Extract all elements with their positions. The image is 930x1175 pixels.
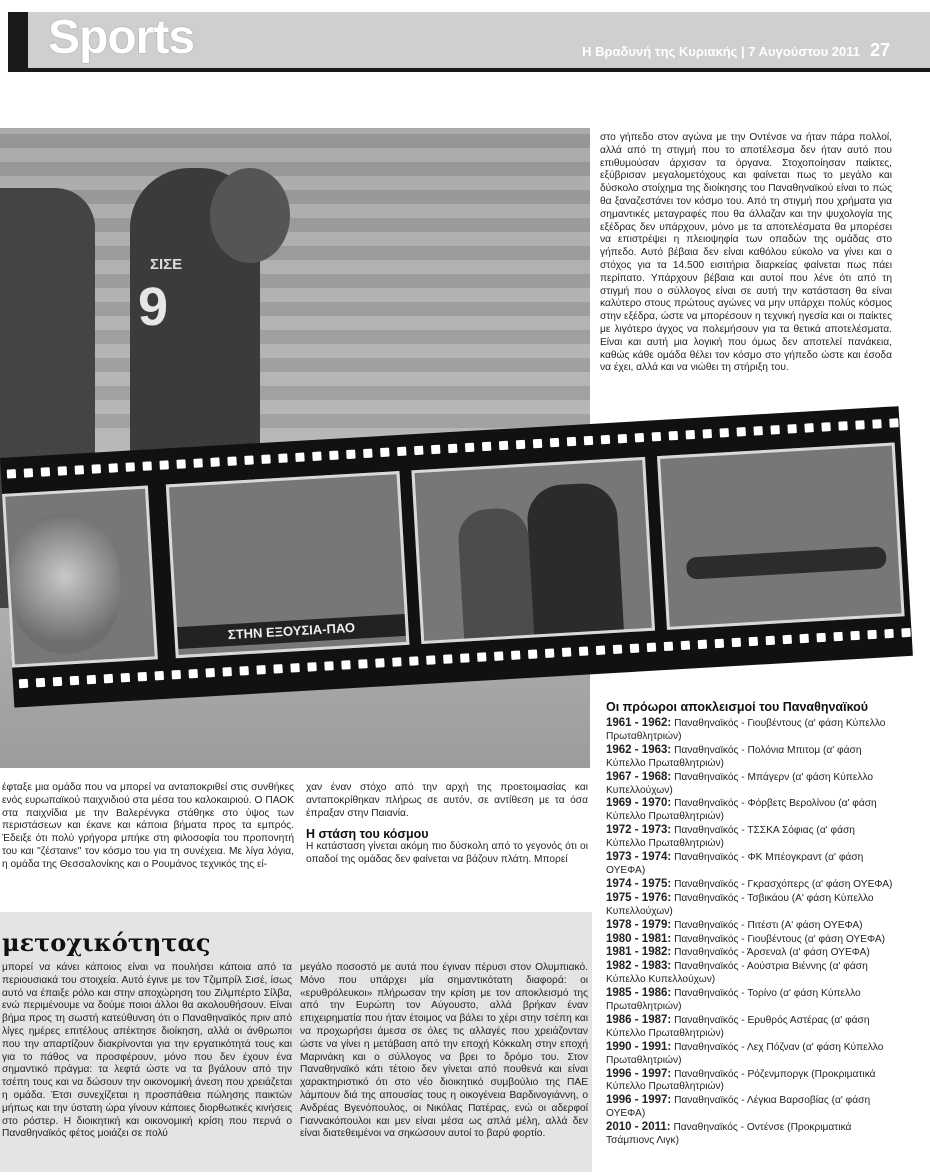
list-item [606, 1094, 896, 1121]
list-item [606, 987, 896, 1014]
list-item [606, 744, 896, 771]
list-item-years: 1996 - 1997: [606, 1067, 672, 1080]
list-item-years: 1986 - 1987: [606, 1013, 672, 1026]
box-heading: μετοχικότητας [2, 928, 211, 957]
fans-banner: ΣΤΗΝ ΕΞΟΥΣΙΑ-ΠΑΟ [177, 614, 406, 649]
list-item-years: 1980 - 1981: [606, 932, 672, 945]
list-item-text: Παναθηναϊκός - Λέγκια Βαρσοβίας (α' φάση ΟΥΕΦΑ) [606, 1095, 871, 1120]
publication-meta: Η Βραδυνή της Κυριακής | 7 Αυγούστου 2011 [582, 44, 860, 59]
header-block [8, 12, 28, 72]
list-item [606, 1041, 896, 1068]
list-item [606, 960, 896, 987]
list-item-text: Παναθηναϊκός - Οντένσε (Προκριματικά Τσάμπιονς Λιγκ) [606, 1122, 852, 1147]
player-right [526, 482, 624, 635]
film-frame-coach [2, 486, 158, 668]
list-item [606, 878, 896, 892]
list-item-text: Παναθηναϊκός - Ερυθρός Αστέρας (α' φάση Κύπελλο Πρωταθλητριών) [606, 1014, 870, 1039]
list-item-text: Παναθηναϊκός - Γιουβέντους (α' φάση ΟΥΕΦΑ) [674, 933, 886, 945]
box-column-a: μπορεί να κάνει κάποιος είναι να πουλήσει κάποια από τα περιουσιακά του στοιχεία. Αυτό έγινε με τον Τζιμπρίλ Σισέ, ίσως αυτό να έπαιξε ρόλο και στην αποχώρηση του Ζιλμπέρτο Σίλβα, ενώ περιμένουμε να δούμε ποιοι άλλοι θα ακολουθήσουν. Είναι βήμα προς τη σωστή κατεύθυνση ότι ο Παναθηναϊκός πριν από λίγες ημέρες επιτέλους απέκτησε διοίκηση, αλλά οι άνθρωποι που την απαρτίζουν διακρίνονται για την εργατικότητά τους και για το πάθος να προσφέρουν, μόνο που δεν έχουν ένα σημαντικό πράγμα: τα λεφτά ώστε να τα βγάλουν από την τσέπη τους και να δώσουν την οικονομική άνεση που χρειάζεται η ομάδα. Έτσι συνεχίζεται η προσπάθεια πώλησης παικτών μήπως και την ύστατη ώρα γίνουν κάποιες διορθωτικές κινήσεις στο ρόστερ. Η διοικητική και οικονομική κρίση που περνά ο Παναθηναϊκός φέτος μοιάζει σε πολύ [2, 962, 292, 1140]
list-item-years: 1982 - 1983: [606, 960, 672, 973]
player-head [210, 168, 290, 263]
list-item [606, 1014, 896, 1041]
header-rule [8, 68, 930, 72]
list-item-years: 1974 - 1975: [606, 877, 672, 890]
player-lying [686, 546, 887, 579]
jersey-name: ΣΙΣΕ [150, 256, 183, 273]
list-item-text: Παναθηναϊκός - Φόρβετς Βερολίνου (α' φάση Κύπελλο Πρωταθλητριών) [606, 798, 877, 823]
film-frame-fans [166, 471, 410, 658]
list-item-years: 1972 - 1973: [606, 824, 672, 837]
list-item-years: 1975 - 1976: [606, 891, 672, 904]
list-item [606, 919, 896, 933]
list-item-years: 1967 - 1968: [606, 770, 672, 783]
list-item-years: 1973 - 1974: [606, 851, 672, 864]
list-item [606, 892, 896, 919]
list-item-years: 1969 - 1970: [606, 797, 672, 810]
list-item-text: Παναθηναϊκός - Λεχ Πόζναν (α' φάση Κύπελλο Πρωταθλητριών) [606, 1041, 884, 1066]
list-item-text: Παναθηναϊκός - Πολόνια Μπιτομ (α' φάση Κύπελλο Πρωταθλητριών) [606, 744, 862, 769]
list-item-years: 2010 - 2011: [606, 1121, 671, 1134]
list-item [606, 771, 896, 798]
list-item-text: Παναθηναϊκός - Γκρασχόπερς (α' φάση ΟΥΕΦΑ) [674, 878, 893, 890]
list-item [606, 797, 896, 824]
list-item-years: 1961 - 1962: [606, 717, 672, 729]
list-item-text: Παναθηναϊκός - Ρόζενμποργκ (Προκριματικά Κύπελλο Πρωταθλητριών) [606, 1068, 876, 1093]
page-number: 27 [869, 40, 890, 60]
jersey-number: 9 [138, 277, 169, 337]
mid-b-paragraph-2: Η κατάσταση γίνεται ακόμη πιο δύσκολη από το γεγονός ότι οι οπαδοί της ομάδας δεν φαίνεται να βάζουν πλάτη. Μπορεί [306, 841, 588, 865]
list-item-text: Παναθηναϊκός - Γιουβέντους (α' φάση Κύπελλο Πρωταθλητριών) [606, 718, 886, 742]
list-item-years: 1996 - 1997: [606, 1094, 672, 1107]
list-item-years: 1985 - 1986: [606, 987, 672, 1000]
list-item-text: Παναθηναϊκός - Τσβικάου (Α' φάση Κύπελλο Κυπελλούχων) [606, 892, 874, 917]
section-title: Sports [48, 11, 195, 64]
list-item [606, 946, 896, 960]
list-title: Οι πρόωροι αποκλεισμοί του Παναθηναϊκού [606, 700, 869, 714]
page-header [0, 8, 930, 72]
list-item [606, 1068, 896, 1095]
list-item-text: Παναθηναϊκός - Μπάγερν (α' φάση Κύπελλο Κυπελλούχων) [606, 771, 874, 796]
list-item [606, 933, 896, 947]
coach-face [6, 510, 124, 656]
list-item-text: Παναθηναϊκός - ΦΚ Μπέογκραντ (α' φάση ΟΥΕΦΑ) [606, 852, 864, 876]
mid-b-paragraph-1: χαν έναν στόχο από την αρχή της προετοιμασίας και ανταποκρίθηκαν πλήρως σε αυτόν, σε αντίθεση με τα όσα έπραξαν στην Παιανία. [306, 782, 588, 819]
list-item [606, 1121, 896, 1148]
list-item-text: Παναθηναϊκός - Πιτέστι (Α' φάση ΟΥΕΦΑ) [674, 919, 863, 931]
list-item-years: 1962 - 1963: [606, 743, 672, 756]
box-column-b: μεγάλο ποσοστό με αυτά που έγιναν πέρυσι στον Ολυμπιακό. Μόνο που υπάρχει μία σημαντικότατη διαφορά: οι «ερυθρόλευκοι» πλήρωσαν την κρίση με τον αποκλεισμό της από την Ευρώπη τον Αύγουστο, αλλά βρήκαν έναν επιχειρηματία που ήταν έτοιμος να βάλει το χέρι στην τσέπη και να προχωρήσει άμεσα σε όλες τις αλλαγές που χρειάζονταν ώστε να γίνει η μετάβαση από την εποχή Κόκκαλη στην εποχή Μαρινάκη και ο σύλλογος να βρει το δρόμο του. Στον Παναθηναϊκό κάτι τέτοιο δεν γίνεται από πουθενά και είναι χαρακτηριστικό ότι στο νέο διοικητικό συμβούλιο της ΠΑΕ λάμπουν διά της απουσίας τους η οικογένεια Βαρδινογιάννη, ο Ανδρέας Βγενόπουλος, οι Νικόλας Πατέρας, ενώ οι αδερφοί Γιαννακόπουλοι και μεν είναι μέσα ως απλά μέλη, αλλά δεν είναι διατεθειμένοι να σηκώσουν αυτοί το βαρύ φορτίο. [300, 962, 588, 1140]
list-item-years: 1990 - 1991: [606, 1040, 672, 1053]
subheading: Η στάση του κόσμου [306, 827, 429, 842]
list-item-years: 1981 - 1982: [606, 946, 672, 959]
eliminations-list [606, 700, 896, 1148]
list-item-text: Παναθηναϊκός - Αούστρια Βιέννης (α' φάση Κύπελλο Κυπελλούχων) [606, 961, 868, 986]
film-frame-pitch [657, 442, 905, 629]
list-item-years: 1978 - 1979: [606, 918, 672, 931]
list-item-text: Παναθηναϊκός - Τορίνο (α' φάση Κύπελλο Πρωταθλητριών) [606, 988, 861, 1013]
film-frame-players [411, 457, 655, 644]
film-strip [0, 406, 913, 707]
article-column-mid-a: έφταξε μια ομάδα που να μπορεί να ανταποκριθεί στις συνθήκες ενός ευρωπαϊκού παιχνιδιού στα μέσα του καλοκαιριού. Ο ΠΑΟΚ στα παιχνίδια με την Βαλερένγκα στάθηκε στο ύψος των περιστάσεων και έκανε και κάποια βήματα προς τα εμπρός. Έδειξε ότι πολύ γρήγορα μπήκε στη φιλοσοφία του προπονητή του και "ζέσταινε" τον κόσμο του για τη συνέχεια. Με λίγα λόγια, η ομάδα της Θεσσαλονίκης και ο Ρουμάνος τεχνικός της εί- [2, 782, 294, 870]
list-item [606, 824, 896, 851]
article-column-right: στο γήπεδο στον αγώνα με την Οντένσε να ήταν πάρα πολλοί, αλλά από τη στιγμή που το αποτέλεσμα δεν ήταν αυτό που επιθυμούσαν άρχισαν τα όργανα. Στοχοποίησαν παίκτες, εξύβρισαν μεγαλομετόχους και φαίνεται πως το μεγάλο και δύσκολο στοίχημα της διοίκησης του Παναθηναϊκού είναι το πώς θα ξαναζεστάνει τον κόσμο του. Από τη στιγμή που χρήματα για σημαντικές μεταγραφές που θα άλλαζαν και την ψυχολογία της εξέδρας δεν υπάρχουν, μόνο με τα αποτελέσματα θα μπορέσει να επιστρέψει η πλειοψηφία των οπαδών της ομάδας στο γήπεδο. Αυτό βέβαια δεν είναι καθόλου εύκολο να γίνει και ο στόχος για τα 14.500 εισιτήρια διαρκείας φαίνεται πως πάει περίπατο. Υπάρχουν βέβαια και αυτοί που λένε ότι από τη στιγμή που ο σύλλογος είναι σε αυτή την κατάσταση θα είναι καλύτερο στους πρώτους αγώνες να μην υπάρχει πολύς κόσμος στην εξέδρα, ώστε να μπορέσουν η τεχνική ηγεσία και οι παίκτες με λιγότερο άγχος να πολεμήσουν για τα θετικά αποτελέσματα. Είναι και αυτή μια λογική που όμως δεν αποτελεί πανάκεια, καθώς κάθε ομάδα θέλει τον κόσμο στο γήπεδο ώστε και έσοδα να έχει, αλλά και να νιώθει τη στήριξη του. [600, 132, 892, 374]
list-item [606, 717, 896, 744]
list-item-text: Παναθηναϊκός - ΤΣΣΚΑ Σόφιας (α' φάση Κύπελλο Πρωταθλητριών) [606, 825, 855, 850]
list-item [606, 851, 896, 878]
player-left [457, 507, 534, 639]
article-column-mid-b [306, 782, 588, 867]
list-item-text: Παναθηναϊκός - Άρσεναλ (α' φάση ΟΥΕΦΑ) [674, 947, 870, 959]
